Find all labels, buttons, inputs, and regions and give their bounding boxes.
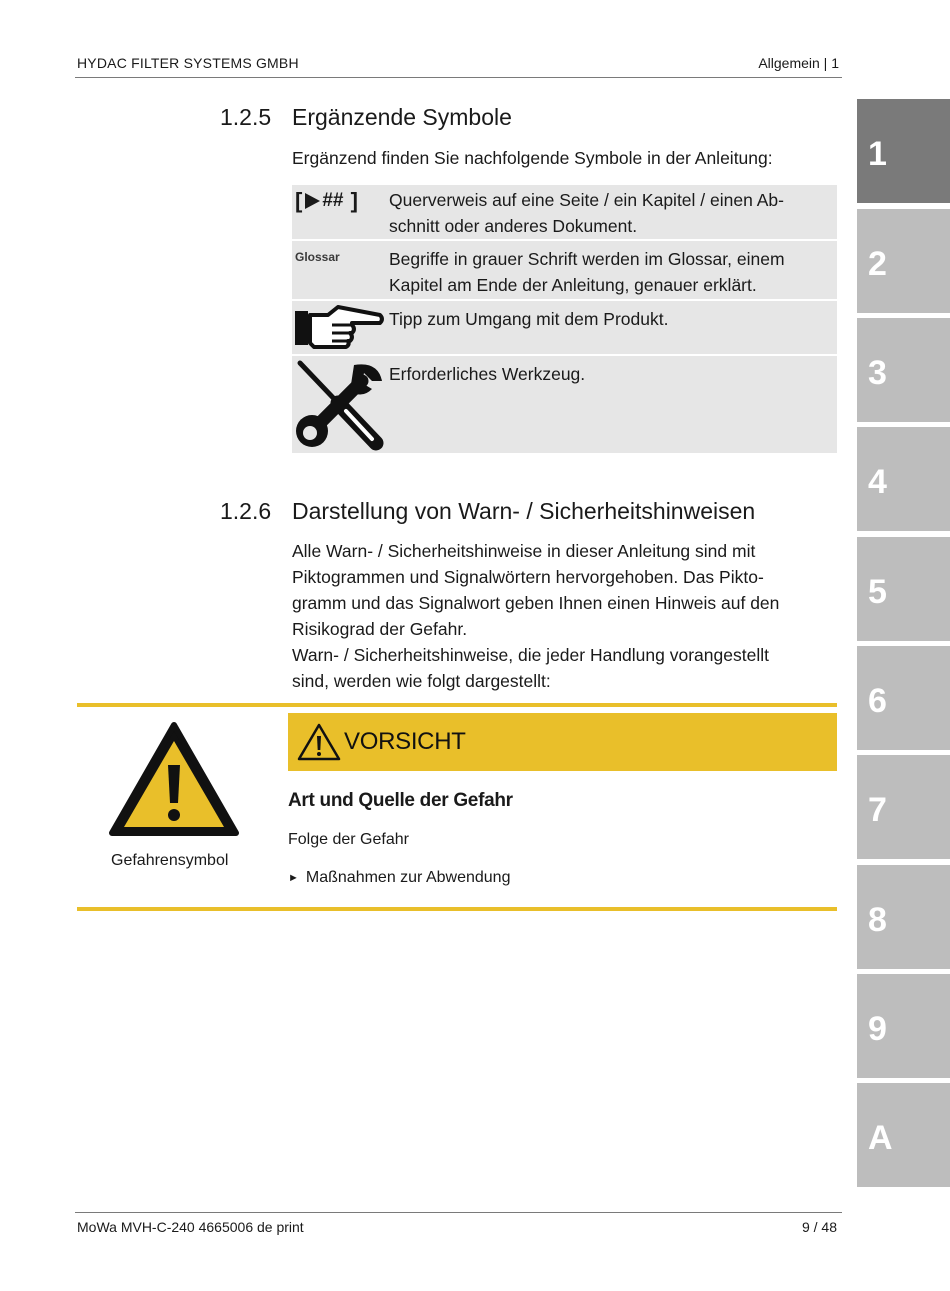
triangle-bullet-icon: ► — [288, 872, 299, 884]
footer-document: MoWa MVH-C-240 4665006 de print — [77, 1219, 304, 1235]
section-intro: Ergänzend finden Sie nachfolgende Symbole in der Anleitung: — [292, 148, 773, 168]
symbol-description: Begriffe in grauer Schrift werden im Glossar, einem Kapitel am Ende der Anleitung, genauer erklärt. — [389, 249, 785, 295]
symbol-icon-cell — [292, 185, 389, 239]
symbol-description: Tipp zum Umgang mit dem Produkt. — [389, 309, 669, 329]
glossary-label: Glossar — [295, 250, 340, 264]
chapter-tab-7[interactable]: 7 — [857, 755, 950, 859]
header-section: Allgemein | 1 — [758, 55, 839, 71]
section-number: 1.2.6 — [220, 498, 272, 524]
symbol-row — [292, 185, 837, 241]
symbol-table — [292, 185, 837, 455]
hazard-title: Art und Quelle der Gefahr — [288, 790, 513, 811]
hazard-symbol-caption: Gefahrensymbol — [111, 852, 229, 869]
warning-bottom-rule — [77, 907, 837, 911]
hazard-measure: ► Maßnahmen zur Abwendung — [288, 869, 511, 886]
chapter-tab-8[interactable]: 8 — [857, 865, 950, 969]
symbol-description: Querverweis auf eine Seite / ein Kapitel / einen Ab- schnitt oder anderes Dokument. — [389, 190, 784, 236]
header-company: HYDAC FILTER SYSTEMS GMBH — [77, 55, 299, 71]
chapter-tab-4[interactable]: 4 — [857, 427, 950, 531]
tools-icon — [292, 359, 384, 451]
chapter-tab-9[interactable]: 9 — [857, 974, 950, 1078]
symbol-icon-cell — [292, 356, 389, 453]
symbol-row — [292, 356, 837, 455]
section-title: Ergänzende Symbole — [292, 104, 512, 130]
section-body: Alle Warn- / Sicherheitshinweise in dieser Anleitung sind mit Piktogrammen und Signalwörtern hervorgehoben. Das Pikto- gramm und das Signalwort geben Ihnen einen Hinweis auf den Risikograd der Gefahr. Warn- / Sicherheitshinweise, die jeder Handlung vorangestellt sind, werden wie folgt dargestellt: — [292, 541, 780, 691]
footer-page-number: 9 / 48 — [801, 1219, 837, 1235]
symbol-description: Erforderliches Werkzeug. — [389, 364, 586, 384]
hazard-consequence: Folge der Gefahr — [288, 831, 409, 848]
chapter-tab-2[interactable]: 2 — [857, 209, 950, 313]
caution-triangle-icon — [296, 722, 342, 762]
chapter-tab-5[interactable]: 5 — [857, 537, 950, 641]
signal-word-bar — [288, 713, 837, 771]
chapter-tab-6[interactable]: 6 — [857, 646, 950, 750]
header-divider — [75, 77, 842, 78]
warning-triangle-icon — [108, 721, 240, 839]
cross-reference-icon: [ ## ] — [295, 188, 358, 213]
symbol-row — [292, 241, 837, 301]
warning-top-rule — [77, 703, 837, 707]
signal-word: VORSICHT — [344, 728, 466, 755]
symbol-icon-cell — [292, 241, 389, 299]
chapter-tab-1[interactable]: 1 — [857, 99, 950, 203]
symbol-row — [292, 301, 837, 356]
symbol-icon-cell — [292, 301, 389, 354]
section-number: 1.2.5 — [220, 104, 272, 130]
chapter-tab-a[interactable]: A — [857, 1083, 950, 1187]
section-title: Darstellung von Warn- / Sicherheitshinweisen — [292, 498, 756, 524]
chapter-tab-3[interactable]: 3 — [857, 318, 950, 422]
pointing-hand-icon — [292, 303, 384, 351]
footer-divider — [75, 1212, 842, 1213]
